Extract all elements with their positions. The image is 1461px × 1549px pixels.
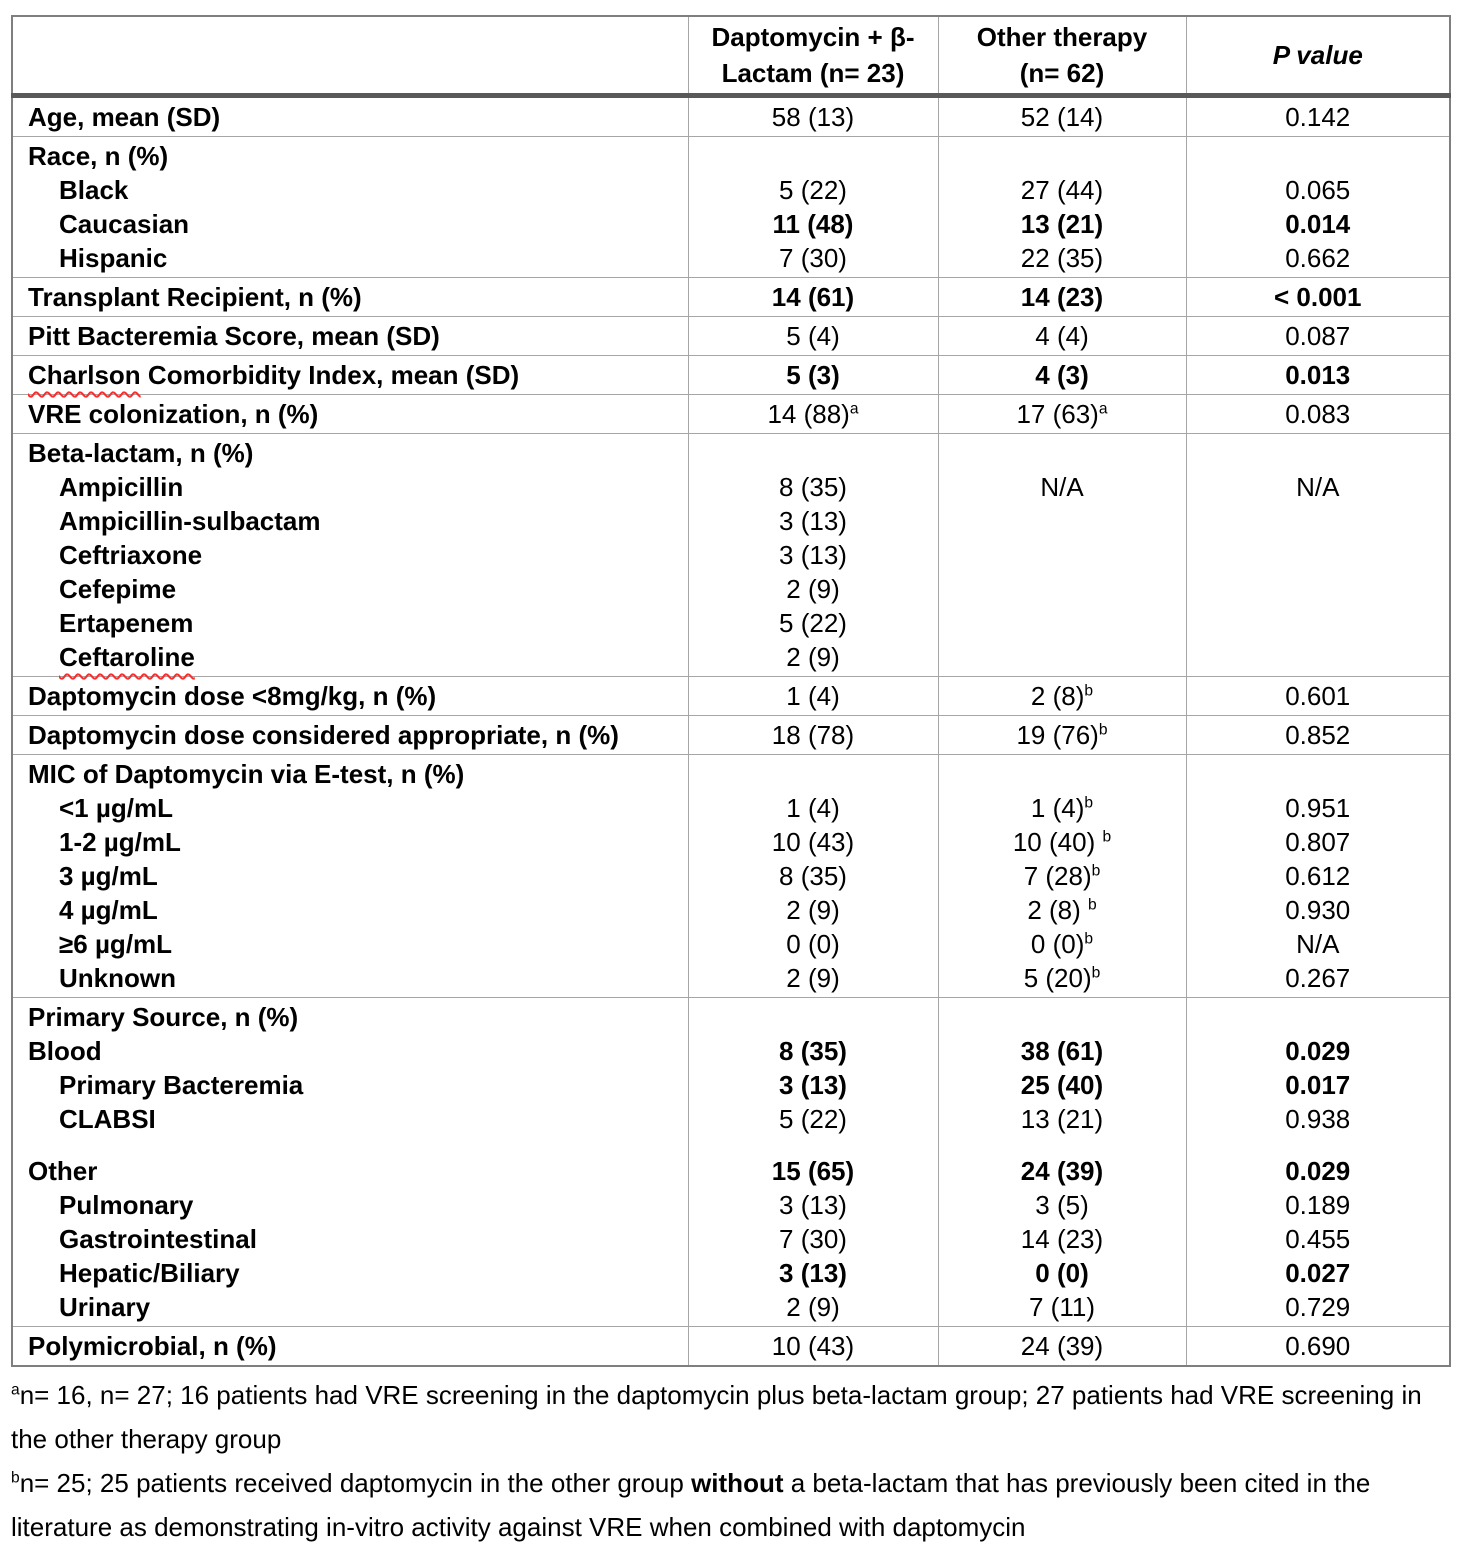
value-cell-v1 xyxy=(688,716,938,755)
cell-value: 14 (23) xyxy=(1020,282,1104,312)
row-label: <1 µg/mL xyxy=(59,793,173,823)
row-label-cell xyxy=(12,137,688,278)
cell-value: 5 (22) xyxy=(779,608,847,638)
row-label: Daptomycin dose <8mg/kg, n (%) xyxy=(28,681,437,711)
cell-value: 5 (3) xyxy=(786,360,840,390)
cell-value: 4 (4) xyxy=(1035,321,1089,351)
cell-value: 58 (13) xyxy=(771,102,855,132)
row-label: Unknown xyxy=(59,963,176,993)
header-cell-pvalue xyxy=(1186,16,1450,96)
cell-value: 3 (13) xyxy=(779,540,847,570)
row-label: Race, n (%) xyxy=(28,141,169,171)
cell-value: 3 (5) xyxy=(1035,1190,1089,1220)
row-label: Polymicrobial, n (%) xyxy=(28,1331,277,1361)
cell-value xyxy=(1193,640,1444,674)
cell-value: 2 (9) xyxy=(786,963,840,993)
row-label: Black xyxy=(59,175,129,205)
row-label: Transplant Recipient, n (%) xyxy=(28,282,362,312)
cell-value xyxy=(945,538,1180,572)
comparison-table xyxy=(11,15,1451,1367)
table-row-pitt xyxy=(12,317,1450,356)
cell-value: 7 (30) xyxy=(779,1224,847,1254)
value-cell-v3 xyxy=(1186,755,1450,998)
cell-value xyxy=(1193,572,1444,606)
cell-value: N/A xyxy=(1040,472,1084,502)
value-cell-v2 xyxy=(938,96,1186,137)
row-label: 4 µg/mL xyxy=(59,895,158,925)
value-cell-v1 xyxy=(688,755,938,998)
row-label-cell xyxy=(12,755,688,998)
value-cell-v2 xyxy=(938,677,1186,716)
cell-value: N/A xyxy=(1296,472,1340,502)
table-header xyxy=(12,16,1450,96)
value-cell-v1 xyxy=(688,677,938,716)
cell-value: 0.852 xyxy=(1285,720,1351,750)
row-label-cell xyxy=(12,356,688,395)
cell-value: 19 $(76)^b$ xyxy=(1016,720,1108,750)
cell-value xyxy=(945,572,1180,606)
table-row-transplant xyxy=(12,278,1450,317)
table-row-primary-source xyxy=(12,998,1450,1327)
cell-value xyxy=(695,1000,932,1034)
value-cell-v3 xyxy=(1186,137,1450,278)
row-label: Pulmonary xyxy=(59,1190,194,1220)
cell-value: 8 (35) xyxy=(779,861,847,891)
row-label-cell xyxy=(12,278,688,317)
cell-value: 0.083 xyxy=(1285,399,1351,429)
cell-value: 1 (4) xyxy=(786,681,840,711)
value-cell-v2 xyxy=(938,137,1186,278)
cell-value: 8 (35) xyxy=(779,1036,847,1066)
cell-value: 0.662 xyxy=(1285,243,1351,273)
row-label: 3 µg/mL xyxy=(59,861,158,891)
table-row-vre-colonization xyxy=(12,395,1450,434)
cell-value: 2 (9) xyxy=(786,574,840,604)
cell-value: 0.930 xyxy=(1285,895,1351,925)
cell-value: 0 (0) xyxy=(1035,1258,1089,1288)
row-label: Ampicillin xyxy=(59,472,184,502)
row-label: Hepatic/Biliary xyxy=(59,1258,240,1288)
cell-value: 5 (22) xyxy=(779,1104,847,1134)
cell-value: 1 $(4)^b$ xyxy=(1030,793,1094,823)
cell-value: 0.729 xyxy=(1285,1292,1351,1322)
header-line: Other therapy xyxy=(976,22,1148,52)
cell-value xyxy=(1193,504,1444,538)
header-line: P value xyxy=(1272,40,1363,70)
cell-value: 0.029 xyxy=(1285,1156,1351,1186)
cell-value: 14 (23) xyxy=(1020,1224,1104,1254)
row-label-cell xyxy=(12,716,688,755)
cell-value: 0.601 xyxy=(1285,681,1351,711)
value-cell-v2 xyxy=(938,755,1186,998)
table-row-beta-lactam xyxy=(12,434,1450,677)
cell-value xyxy=(695,1136,932,1154)
value-cell-v1 xyxy=(688,434,938,677)
cell-value xyxy=(1193,538,1444,572)
table-row-race xyxy=(12,137,1450,278)
table-row-dapto-dose-appropriate xyxy=(12,716,1450,755)
cell-value: 0.087 xyxy=(1285,321,1351,351)
cell-value: 8 (35) xyxy=(779,472,847,502)
value-cell-v3 xyxy=(1186,395,1450,434)
cell-value: 0.807 xyxy=(1285,827,1351,857)
cell-value: 11 (48) xyxy=(772,209,854,239)
row-label-cell xyxy=(12,96,688,137)
cell-value: 17 $(63)^a$ xyxy=(1016,399,1108,429)
cell-value: 0 (0) xyxy=(786,929,840,959)
cell-value: 4 (3) xyxy=(1035,360,1089,390)
cell-value xyxy=(945,1136,1180,1154)
row-label: Blood xyxy=(28,1036,102,1066)
row-label: Caucasian xyxy=(59,209,190,239)
value-cell-v3 xyxy=(1186,716,1450,755)
cell-value: 3 (13) xyxy=(779,1070,847,1100)
cell-value xyxy=(1193,436,1444,470)
cell-value: 7 $(28)^b$ xyxy=(1023,861,1101,891)
cell-value: 3 (13) xyxy=(779,1190,847,1220)
table-row-dapto-dose-low xyxy=(12,677,1450,716)
value-cell-v1 xyxy=(688,96,938,137)
row-label: Charlson Comorbidity Index, mean (SD) xyxy=(28,360,520,390)
cell-value: 2 (9) xyxy=(786,895,840,925)
value-cell-v3 xyxy=(1186,96,1450,137)
cell-value: 0.951 xyxy=(1285,793,1351,823)
cell-value xyxy=(945,436,1180,470)
value-cell-v3 xyxy=(1186,356,1450,395)
cell-value xyxy=(695,436,932,470)
cell-value: 0.267 xyxy=(1285,963,1351,993)
cell-value: 0 $(0)^b$ xyxy=(1030,929,1094,959)
cell-value xyxy=(945,139,1180,173)
row-label xyxy=(19,1136,682,1154)
header-line: Lactam (n= 23) xyxy=(721,58,905,88)
cell-value: 27 (44) xyxy=(1020,175,1104,205)
misspelled-word: Ceftaroline xyxy=(59,642,195,672)
value-cell-v1 xyxy=(688,395,938,434)
value-cell-v2 xyxy=(938,434,1186,677)
value-cell-v1 xyxy=(688,317,938,356)
header-cell-group2 xyxy=(938,16,1186,96)
cell-value: 2 (8) $^b$ xyxy=(1027,895,1097,925)
cell-value: 5 (4) xyxy=(786,321,840,351)
value-cell-v3 xyxy=(1186,278,1450,317)
footnote-marker: b xyxy=(1091,964,1101,982)
value-cell-v2 xyxy=(938,998,1186,1327)
value-cell-v2 xyxy=(938,716,1186,755)
cell-value: 0.455 xyxy=(1285,1224,1351,1254)
cell-value xyxy=(1193,1000,1444,1034)
cell-value: 7 (30) xyxy=(779,243,847,273)
cell-value: 13 (21) xyxy=(1020,209,1104,239)
row-label: Daptomycin dose considered appropriate, n (%) xyxy=(28,720,619,750)
cell-value: < 0.001 xyxy=(1274,282,1362,312)
footnote-marker: b xyxy=(1091,862,1101,880)
value-cell-v3 xyxy=(1186,434,1450,677)
table-row-charlson xyxy=(12,356,1450,395)
footnote-bold-text: without xyxy=(691,1468,784,1498)
cell-value: 3 (13) xyxy=(779,1258,847,1288)
misspelled-word: Charlson xyxy=(28,360,141,390)
value-cell-v2 xyxy=(938,278,1186,317)
cell-value: 15 (65) xyxy=(771,1156,855,1186)
header-line: (n= 62) xyxy=(1019,58,1105,88)
cell-value: 3 (13) xyxy=(779,506,847,536)
row-label xyxy=(19,640,682,674)
footnote-marker: a xyxy=(11,1381,20,1399)
row-label-cell xyxy=(12,434,688,677)
row-label-cell xyxy=(12,1327,688,1367)
cell-value: 2 (9) xyxy=(786,1292,840,1322)
cell-value: 0.027 xyxy=(1285,1258,1351,1288)
cell-value xyxy=(945,1000,1180,1034)
value-cell-v1 xyxy=(688,278,938,317)
table-row-mic-etest xyxy=(12,755,1450,998)
row-label: Primary Bacteremia xyxy=(59,1070,304,1100)
cell-value xyxy=(695,757,932,791)
row-label: Primary Source, n (%) xyxy=(28,1002,299,1032)
row-label-cell xyxy=(12,317,688,356)
cell-value: 0.014 xyxy=(1285,209,1351,239)
row-label: Ampicillin-sulbactam xyxy=(59,506,321,536)
cell-value: 0.013 xyxy=(1285,360,1351,390)
row-label: ≥6 µg/mL xyxy=(59,929,173,959)
footnote-marker: b xyxy=(1102,828,1112,846)
value-cell-v2 xyxy=(938,1327,1186,1367)
table-row-polymicrobial xyxy=(12,1327,1450,1367)
cell-value: 10 (43) xyxy=(771,827,855,857)
row-label: VRE colonization, n (%) xyxy=(28,399,319,429)
row-label-cell xyxy=(12,395,688,434)
value-cell-v2 xyxy=(938,356,1186,395)
cell-value: 25 (40) xyxy=(1020,1070,1104,1100)
cell-value xyxy=(1193,1136,1444,1154)
cell-value xyxy=(1193,606,1444,640)
cell-value: 0.690 xyxy=(1285,1331,1351,1361)
header-line: Daptomycin + β- xyxy=(711,22,915,52)
cell-value: 24 (39) xyxy=(1020,1156,1104,1186)
row-label: Gastrointestinal xyxy=(59,1224,257,1254)
footnote-marker: b xyxy=(1088,896,1097,914)
cell-value xyxy=(945,757,1180,791)
row-label: 1-2 µg/mL xyxy=(59,827,181,857)
cell-value: 0.142 xyxy=(1285,102,1351,132)
footnote-marker: a xyxy=(849,400,859,418)
row-label: Ertapenem xyxy=(59,608,194,638)
cell-value: N/A xyxy=(1296,929,1340,959)
footnotes xyxy=(11,1373,1461,1549)
row-label: CLABSI xyxy=(59,1104,156,1134)
cell-value: 0.029 xyxy=(1285,1036,1351,1066)
cell-value: 10 (40) $^b$ xyxy=(1012,827,1112,857)
cell-value: 14 (61) xyxy=(771,282,855,312)
value-cell-v2 xyxy=(938,395,1186,434)
cell-value: 2 (9) xyxy=(786,642,840,672)
cell-value: 2 $(8)^b$ xyxy=(1030,681,1094,711)
cell-value: 0.017 xyxy=(1285,1070,1351,1100)
cell-value: 1 (4) xyxy=(786,793,840,823)
row-label: Age, mean (SD) xyxy=(28,102,221,132)
cell-value: 14 $(88)^a$ xyxy=(767,399,859,429)
cell-value: 0.189 xyxy=(1285,1190,1351,1220)
table-row-age xyxy=(12,96,1450,137)
cell-value: 22 (35) xyxy=(1020,243,1104,273)
footnote-a: $^a$n= 16, n= 27; 16 patients had VRE screening in the daptomycin plus beta-lactam group; 27 patients had VRE screening in the other therapy group xyxy=(11,1380,1422,1454)
cell-value: 18 (78) xyxy=(771,720,855,750)
cell-value: 0.612 xyxy=(1285,861,1351,891)
cell-value: 52 (14) xyxy=(1020,102,1104,132)
value-cell-v1 xyxy=(688,137,938,278)
value-cell-v3 xyxy=(1186,677,1450,716)
cell-value: 24 (39) xyxy=(1020,1331,1104,1361)
value-cell-v3 xyxy=(1186,998,1450,1327)
row-label: Pitt Bacteremia Score, mean (SD) xyxy=(28,321,440,351)
footnote-marker: b xyxy=(1084,682,1094,700)
value-cell-v2 xyxy=(938,317,1186,356)
footnote-marker: a xyxy=(1098,400,1108,418)
header-cell-group1 xyxy=(688,16,938,96)
cell-value: 5 (22) xyxy=(779,175,847,205)
row-label: Urinary xyxy=(59,1292,151,1322)
row-label-cell xyxy=(12,998,688,1327)
cell-value: 7 (11) xyxy=(1029,1292,1095,1322)
cell-value: 0.938 xyxy=(1285,1104,1351,1134)
cell-value: 10 (43) xyxy=(771,1331,855,1361)
row-label: Cefepime xyxy=(59,574,177,604)
cell-value xyxy=(1193,757,1444,791)
header-empty-cell xyxy=(12,16,688,96)
cell-value xyxy=(1193,139,1444,173)
value-cell-v3 xyxy=(1186,317,1450,356)
row-label-cell xyxy=(12,677,688,716)
footnote-marker: b xyxy=(1084,930,1094,948)
cell-value xyxy=(695,139,932,173)
header-row xyxy=(12,16,1450,96)
row-label: Ceftriaxone xyxy=(59,540,203,570)
cell-value: 5 $(20)^b$ xyxy=(1023,963,1101,993)
header-empty-line xyxy=(19,37,682,73)
cell-value: 38 (61) xyxy=(1020,1036,1104,1066)
cell-value xyxy=(945,640,1180,674)
value-cell-v3 xyxy=(1186,1327,1450,1367)
cell-value xyxy=(945,606,1180,640)
footnote-marker: b xyxy=(1084,794,1094,812)
row-label: MIC of Daptomycin via E-test, n (%) xyxy=(28,759,465,789)
table-body xyxy=(12,96,1450,1367)
row-label: Hispanic xyxy=(59,243,168,273)
cell-value xyxy=(945,504,1180,538)
value-cell-v1 xyxy=(688,356,938,395)
footnote-marker: b xyxy=(11,1469,20,1487)
row-label: Beta-lactam, n (%) xyxy=(28,438,254,468)
footnote-b: $^b$n= 25; 25 patients received daptomycin in the other group without a beta-lactam that has previously been cited in the literature as demonstrating in-vitro activity against VRE when combined with daptomycin xyxy=(11,1468,1371,1542)
value-cell-v1 xyxy=(688,1327,938,1367)
value-cell-v1 xyxy=(688,998,938,1327)
footnote-marker: b xyxy=(1098,721,1108,739)
cell-value: 13 (21) xyxy=(1020,1104,1104,1134)
row-label: Other xyxy=(28,1156,98,1186)
cell-value: 0.065 xyxy=(1285,175,1351,205)
